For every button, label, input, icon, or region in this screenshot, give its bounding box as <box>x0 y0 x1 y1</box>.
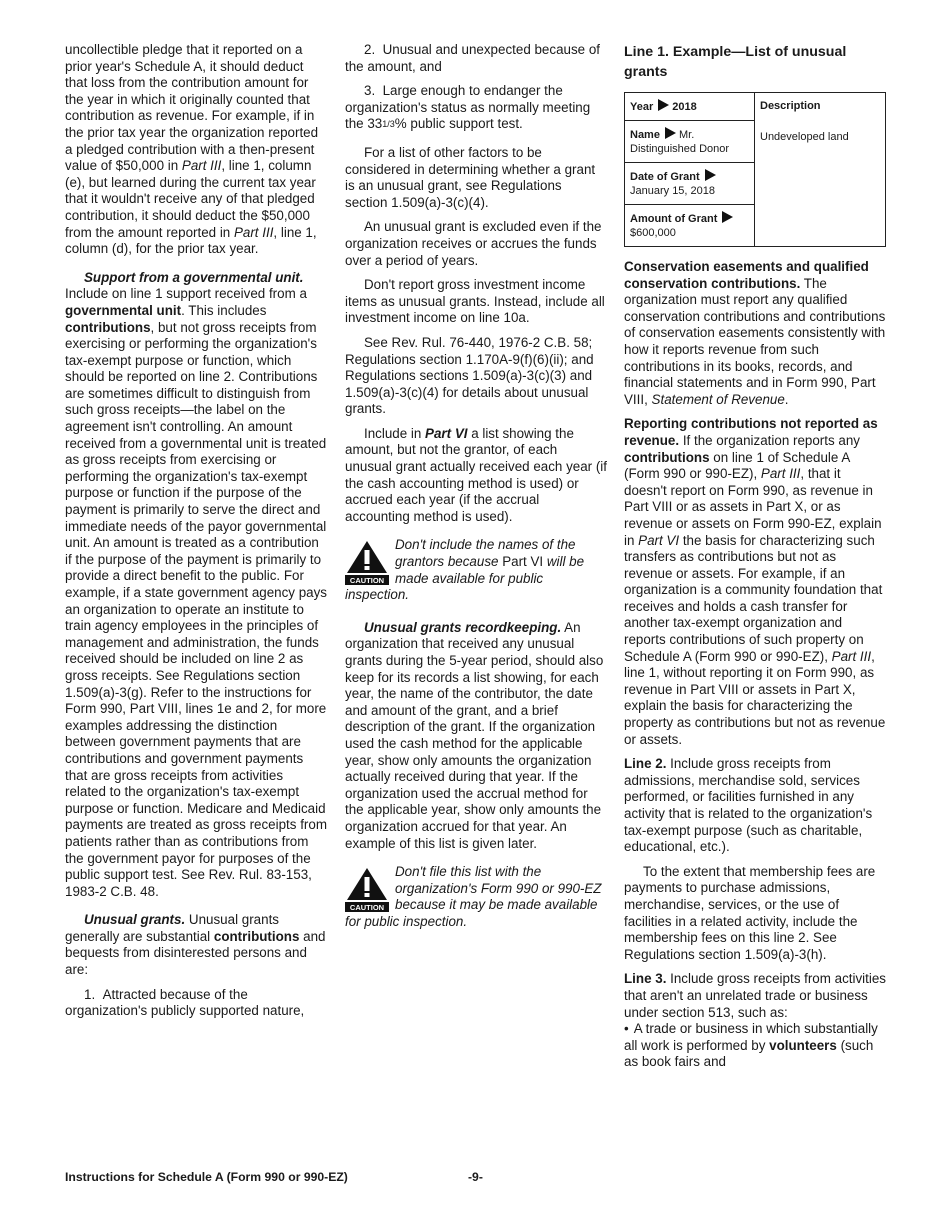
heading-conservation: Conservation easements and qualified conservation contributions. <box>624 259 869 291</box>
paragraph-governmental-unit: Support from a governmental unit. Include on line 1 support received from a governmental unit. This includes contributions, but not gross receipts from exercising or performing the organization's tax-exempt purpose or function, which should be reported on line 2. Contributions are sometimes difficult to distinguish from such gross receipts—the label on the agreement isn't controlling. An amount received from a governmental unit is treated as gross receipts from exercising or performing the organization's tax-exempt purpose or function if the purpose of the payment is primarily to serve the direct and immediate needs of the payor governmental unit. An amount is treated as a contribution if the purpose of the payment is primarily to provide a direct benefit to the public. For example, if a state government agency pays an organization to operate an institute to train agency employees in the principles of management and administration, the funds received should be included on line 2 as gross receipts. See Regulations section 1.509(a)-3(g). Refer to the instructions for Form 990, Part VIII, lines 1e and 2, for more examples addressing the distinction between government payments that are contributions and government payments that are gross receipts from activities related to the organization's tax-exempt purpose or function. Medicare and Medicaid payments are treated as gross receipts from patients rather than as contributions from the government payor for purposes of the public support test. See Rev. Rul. 83-153, 1983-2 C.B. 48. <box>65 269 328 899</box>
heading-governmental-unit: Support from a governmental unit. <box>84 269 304 285</box>
bullet-item-volunteers: • A trade or business in which substantially all work is performed by volunteers (such as book fairs and <box>624 1021 886 1071</box>
paragraph-membership-fees: To the extent that membership fees are payments to purchase admissions, merchandise, services, or the use of facilities in a related activity, include the membership fees on this line 2. See Regulations section 1.509(a)-3(h). <box>624 863 876 962</box>
paragraph-include-part-vi: Include in Part VI a list showing the amount, but not the grantor, of each unusual grant actually received each year (if the cash accounting method is used) or accrued each year (if the accrual accounting method is used). <box>345 425 608 524</box>
list-item-1: 1. Attracted because of the organization's publicly supported nature, <box>65 986 305 1019</box>
heading-line-3: Line 3. <box>624 971 667 987</box>
heading-line-2: Line 2. <box>624 756 667 772</box>
paragraph-investment-income: Don't report gross investment income items as unusual grants. Instead, include all investment income on line 10a. <box>345 277 605 326</box>
paragraph-line-3: Line 3. Include gross receipts from activities that aren't an unrelated trade or business under section 513, such as: <box>624 971 886 1020</box>
arrow-right-icon <box>658 99 669 111</box>
paragraph-reporting-contributions: Reporting contributions not reported as revenue. If the organization reports any contributions on line 1 of Schedule A (Form 990 or 990-EZ), Part III, that it doesn't report on Form 990, as revenue in Part VIII or as assets in Part X, or as revenue or assets on Form 990-EZ, explain in Part VI the basis for characterizing such transfers as contributions but not as revenue or assets. For example, if an organization is a community foundation that receives and holds a cash transfer for another tax-exempt organization and reports contributions of such property on Schedule A (Form 990 or 990-EZ), Part III, line 1, without reporting it on Form 990, as revenue in Part VIII or assets in Part X, explain the basis for characterizing the property as contributions but not as revenue or assets. <box>624 416 886 747</box>
table-cell-description: Description Undeveloped land <box>755 93 886 247</box>
paragraph-line-2: Line 2. Include gross receipts from admissions, merchandise sold, services performed, or facilities furnished in any activity that is related to the organization's tax-exempt purpose (such as charitable, educational, etc.). <box>624 756 873 855</box>
caution-text-file: Don't file this list with the organization's Form 990 or 990-EZ because it may be made available for public inspection. <box>345 864 602 929</box>
paragraph-unusual-grants: Unusual grants. Unusual grants generally are substantial contributions and bequests from disinterested persons and are: <box>65 912 326 978</box>
paragraph-recordkeeping: Unusual grants recordkeeping. An organization that received any unusual grants during the 5-year period, should also keep for its records a list showing, for each year, the name of the contributor, the date and amount of the grant, and a brief description of the grant. If the organization used the cash method for the applicable year, show only amounts the organization actually received during that year. If the organization used the accrual method for the applicable year, show only amounts the organization accrued for that year. An example of this list is given later. <box>345 619 604 851</box>
column-3 <box>624 42 886 1071</box>
table-cell-year: Year 2018 <box>625 93 755 121</box>
page-footer <box>65 1169 885 1186</box>
caution-icon <box>345 539 389 585</box>
heading-recordkeeping: Unusual grants recordkeeping. <box>364 619 562 635</box>
svg-text:CAUTION: CAUTION <box>349 576 385 586</box>
caution-text-grantors: Don't include the names of the grantors because Part VI will be made available for public inspection. <box>345 537 585 603</box>
paragraph-pledge: uncollectible pledge that it reported on a prior year's Schedule A, it should deduct that loss from the contribution amount for the year in which it originally counted that contribution as revenue. For example, if in the prior tax year the organization reported a pledged contribution with a then-present value of $50,000 in Part III, line 1, column (e), but learned during the current tax year that it wouldn't receive any of that pledged contribution, it should deduct the $50,000 from the amount reported in Part III, line 1, column (d), for the prior tax year. <box>65 42 319 257</box>
table-cell-name: Name Mr. Distinguished Donor <box>625 121 755 163</box>
paragraph-see-rev-rul: See Rev. Rul. 76-440, 1976-2 C.B. 58; Regulations section 1.170A-9(f)(6)(ii); and Regulations sections 1.509(a)-3(c)(3) and 1.509(a)-3(c)(4) for details about unusual grants. <box>345 334 594 417</box>
unusual-grants-table <box>624 92 886 247</box>
list-item-3: 3. Large enough to endanger the organization's status as normally meeting the 331/3% public support test. <box>345 83 591 132</box>
arrow-right-icon <box>722 211 733 223</box>
heading-unusual-grants: Unusual grants. <box>84 912 186 928</box>
table-cell-amount: Amount of Grant $600,000 <box>625 205 755 247</box>
heading-line-1-example: Line 1. Example—List of unusual grants <box>624 44 847 80</box>
list-item-2: 2. Unusual and unexpected because of the amount, and <box>345 42 600 74</box>
svg-text:CAUTION: CAUTION <box>349 903 385 913</box>
table-cell-date: Date of Grant January 15, 2018 <box>625 163 755 205</box>
caution-note-file <box>345 864 607 930</box>
caution-note-grantors <box>345 537 607 603</box>
paragraph-conservation: Conservation easements and qualified conservation contributions. The organization must report any qualified conservation contributions and contributions of conservation easements consistently with how it reports revenue from such contributions in its books, records, and financial statements and in Form 990, Part VIII, Statement of Revenue. <box>624 259 886 407</box>
caution-icon <box>345 866 389 912</box>
page-number: -9- <box>468 1170 483 1184</box>
heading-reporting-contributions: Reporting contributions not reported as revenue. <box>624 416 878 448</box>
paragraph-excluded: An unusual grant is excluded even if the organization receives or accrues the funds over a period of years. <box>345 219 602 268</box>
paragraph-other-factors: For a list of other factors to be considered in determining whether a grant is an unusual grant, see Regulations section 1.509(a)-3(c)(4). <box>345 144 596 210</box>
arrow-right-icon <box>705 169 716 181</box>
column-2 <box>345 42 607 931</box>
column-1 <box>65 42 327 1020</box>
footer-title: Instructions for Schedule A (Form 990 or 990-EZ) <box>65 1170 348 1184</box>
arrow-right-icon <box>665 127 676 139</box>
